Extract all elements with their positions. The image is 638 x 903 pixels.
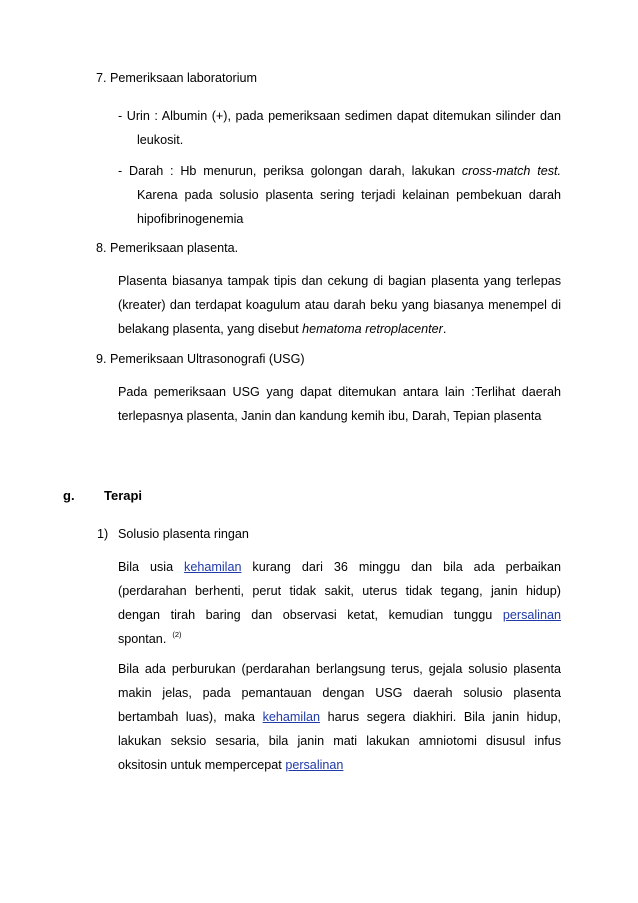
item7-urin-line1: - Urin : Albumin (+), pada pemeriksaan sedimen dapat ditemukan silinder dan [118, 109, 561, 123]
item7-darah-line3: hipofibrinogenemia [137, 212, 244, 226]
item7-darah-line2: Karena pada solusio plasenta sering terjadi kelainan pembekuan darah [137, 188, 561, 202]
persalinan-link[interactable]: persalinan [502, 608, 561, 622]
p1-line1: Bila usia kehamilan kurang dari 36 minggu dan bila ada perbaikan [118, 560, 561, 574]
p1-line4: spontan. $^{(2)}$ [118, 630, 182, 646]
hematoma-term: hematoma retroplacenter [302, 322, 443, 336]
item8-title: 8. Pemeriksaan plasenta. [96, 241, 239, 255]
item9-line1: Pada pemeriksaan USG yang dapat ditemukan antara lain :Terlihat daerah [118, 385, 561, 399]
p2-line5: oksitosin untuk mempercepat persalinan [118, 758, 344, 772]
item7-title: 7. Pemeriksaan laboratorium [96, 71, 257, 85]
sub1-number: 1) [97, 527, 109, 541]
p2-line1: Bila ada perburukan (perdarahan berlangsung terus, gejala solusio plasenta [118, 662, 561, 676]
p2-line3: bertambah luas), maka kehamilan harus segera diakhiri. Bila janin hidup, [118, 710, 561, 724]
p1-line2: (perdarahan berhenti, perut tidak sakit, uterus tidak tegang, janin hidup) [118, 584, 561, 598]
section-g-title: Terapi [104, 488, 143, 503]
p1-line3: dengan tirah baring dan observasi ketat, kemudian tunggu persalinan [118, 608, 561, 622]
item9-line2: terlepasnya plasenta, Janin dan kandung kemih ibu, Darah, Tepian plasenta [118, 409, 542, 423]
section-g-label: g. [63, 488, 75, 503]
kehamilan-link[interactable]: kehamilan [184, 560, 242, 574]
item8-line1: Plasenta biasanya tampak tipis dan cekung di bagian plasenta yang terlepas [118, 274, 561, 288]
item9-title: 9. Pemeriksaan Ultrasonografi (USG) [96, 352, 305, 366]
cross-match-term: cross-match test. [461, 164, 562, 178]
item7-darah-line1: - Darah : Hb menurun, periksa golongan darah, lakukan cross-match test. [118, 164, 562, 178]
p2-line2: makin jelas, pada pemantauan dengan USG daerah solusio plasenta [118, 686, 561, 700]
item8-line2: (kreater) dan terdapat koagulum atau darah beku yang biasanya menempel di [118, 298, 561, 312]
reference-marker: (2) [172, 630, 182, 639]
item7-urin-line2: leukosit. [137, 133, 184, 147]
p2-line4: lakukan seksio sesaria, bila janin mati lakukan amniotomi disusul infus [118, 734, 561, 748]
sub1-title: Solusio plasenta ringan [118, 527, 249, 541]
item8-line3: belakang plasenta, yang disebut hematoma retroplacenter. [118, 322, 447, 336]
persalinan-link-2[interactable]: persalinan [285, 758, 344, 772]
kehamilan-link-2[interactable]: kehamilan [262, 710, 321, 724]
